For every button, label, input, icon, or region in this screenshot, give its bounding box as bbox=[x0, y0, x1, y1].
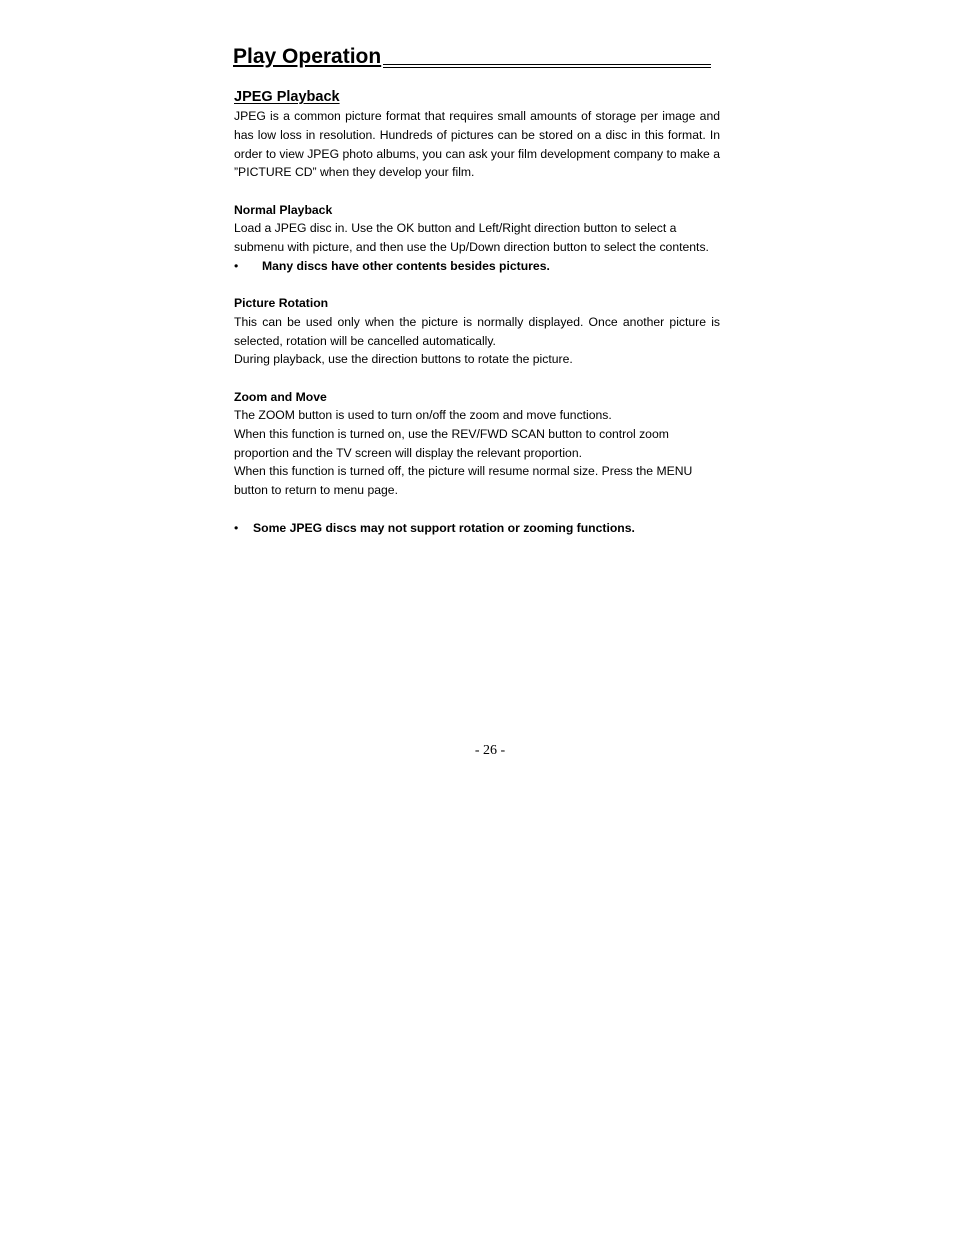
rotation-line: During playback, use the direction buttons to rotate the picture. bbox=[234, 352, 573, 366]
subheading-normal-playback: Normal Playback bbox=[234, 203, 333, 217]
rotation-paragraph: This can be used only when the picture is normally displayed. Once another picture is selected, rotation will be cancelled automatically. bbox=[234, 315, 720, 348]
bullet-icon: • bbox=[234, 521, 239, 535]
zoom-line: When this function is turned off, the picture will resume normal size. Press the MENU bbox=[234, 464, 693, 479]
jpeg-intro-paragraph: JPEG is a common picture format that requires small amounts of storage per image and has low loss in resolution. Hundreds of pictures can be stored on a disc in this format. In order to view JPEG photo albums, you can ask your film development company to make a ”PICTURE CD” when they develop your film. bbox=[234, 109, 720, 180]
subheading-zoom-and-move: Zoom and Move bbox=[234, 390, 327, 404]
zoom-line: proportion and the TV screen will display the relevant proportion. bbox=[234, 445, 582, 460]
page-header bbox=[233, 44, 711, 70]
subheading-picture-rotation: Picture Rotation bbox=[234, 296, 329, 310]
note-bullet-support bbox=[234, 519, 635, 538]
page-title: Play Operation bbox=[233, 45, 382, 68]
note-text: Many discs have other contents besides pictures. bbox=[262, 259, 550, 273]
section-title-jpeg-playback: JPEG Playback bbox=[234, 89, 340, 105]
note-text: Some JPEG discs may not support rotation or zooming functions. bbox=[253, 521, 635, 535]
zoom-line: When this function is turned on, use the REV/FWD SCAN button to control zoom bbox=[234, 426, 669, 441]
bullet-icon: • bbox=[234, 259, 239, 273]
zoom-line: The ZOOM button is used to turn on/off the zoom and move functions. bbox=[234, 408, 612, 422]
rotation-instruction bbox=[234, 350, 720, 369]
normal-playback-text bbox=[234, 219, 720, 257]
normal-playback-line: submenu with picture, and then use the Up/Down direction button to select the contents. bbox=[234, 239, 709, 254]
normal-playback-line: Load a JPEG disc in. Use the OK button and Left/Right direction button to select a bbox=[234, 221, 677, 235]
note-bullet-contents bbox=[234, 257, 550, 276]
page-number: - 26 - bbox=[474, 743, 506, 758]
zoom-line: button to return to menu page. bbox=[234, 483, 398, 498]
zoom-text bbox=[234, 406, 720, 500]
